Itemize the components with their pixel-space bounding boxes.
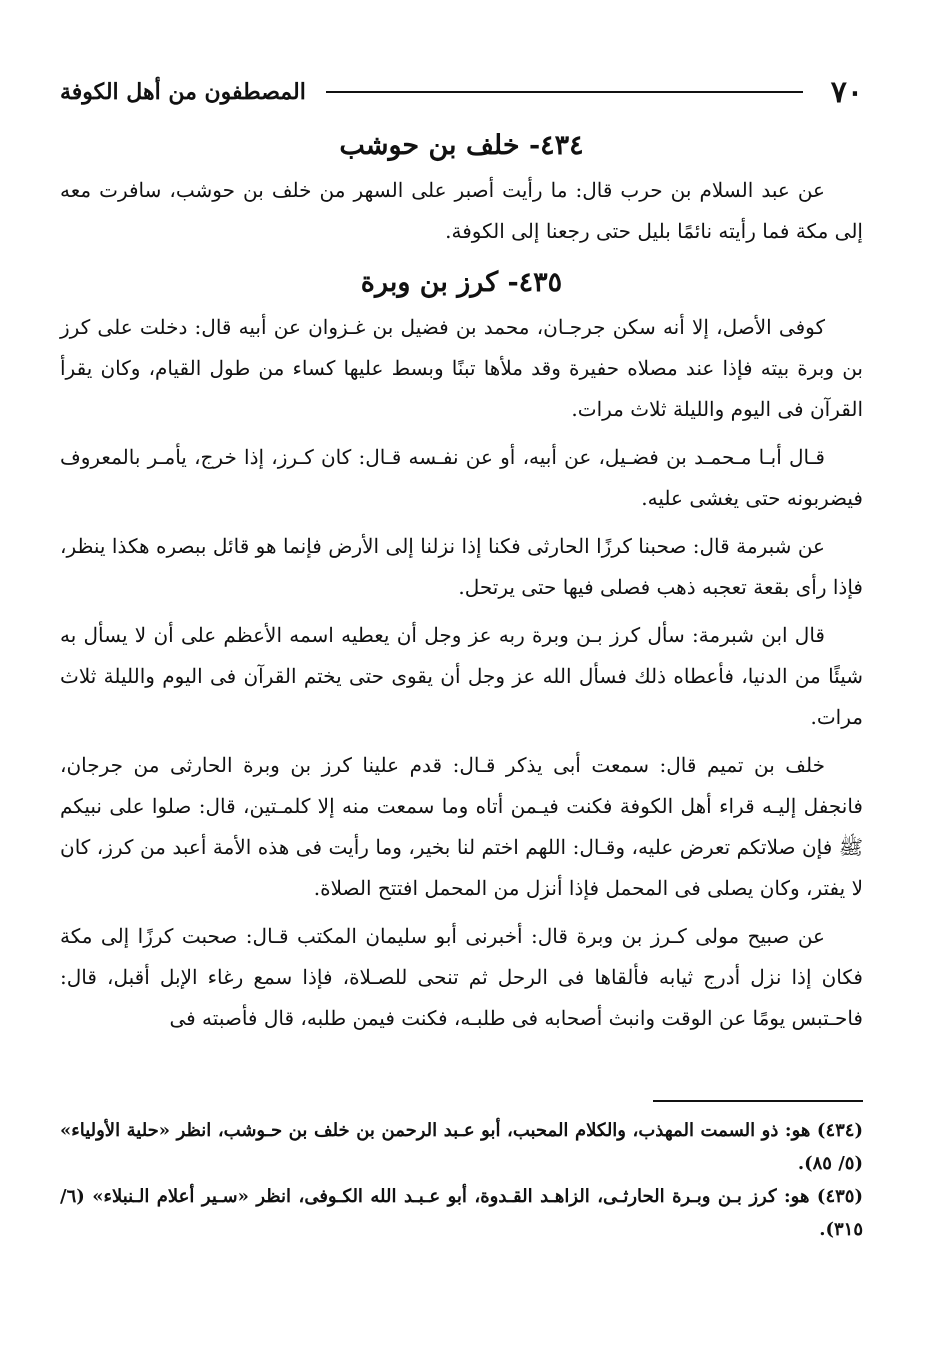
footnote-rule bbox=[653, 1100, 863, 1102]
footnote-434: (٤٣٤) هو: ذو السمت المهذب، والكلام المحبب، أبو عـبد الرحمن بن خلف بن حـوشب، انظر «حلية الأولياء» (٥/ ٨٥). bbox=[60, 1120, 863, 1174]
header-rule bbox=[326, 91, 803, 93]
paragraph: عن شبرمة قال: صحبنا كرزًا الحارثى فكنا إذا نزلنا إلى الأرض فإنما هو قائل ببصره هكذا ينظر، فإذا رأى بقعة تعجبه ذهب فصلى فيها حتى يرتحل. bbox=[60, 534, 863, 599]
paragraph: خلف بن تميم قال: سمعت أبى يذكر قـال: قدم علينا كرز بن وبرة الحارثى من جرجان، فانجفل إليـه قراء أهل الكوفة فكنت فيـمن أتاه وما سمعت منه إلا كلمـتين، قال: صلوا على نبيكم ﷺ فإن صلاتكم تعرض عليه، وقـال: اللهم اختم لنا بخير، وما رأيت فى هذه الأمة أعبد من كرز، كان لا يفتر، وكان يصلى فى المحمل فإذا أنزل من المحمل افتتح الصلاة. bbox=[60, 753, 863, 900]
paragraph: قال ابن شبرمة: سأل كرز بـن وبرة ربه عز وجل أن يعطيه اسمه الأعظم على أن لا يسأل به شيئًا من الدنيا، فأعطاه ذلك فسأل الله عز وجل أن يقوى حتى يختم القرآن فى اليوم والليلة ثلاث مرات. bbox=[60, 623, 863, 729]
paragraph: عن صبيح مولى كـرز بن وبرة قال: أخبرنى أبو سليمان المكتب قـال: صحبت كرزًا إلى مكة فكان إذا نزل أدرج ثيابه فألقاها فى الرحل ثم تنحى للصـلاة، فإذا سمع رغاء الإبل أقبل، قال: فاحـتبس يومًا عن الوقت وانبث أصحابه فى طلبـه، فكنت فيمن طلبه، قال فأصبته فى bbox=[60, 924, 863, 1030]
section-heading-435: ٤٣٥- كرز بن وبرة bbox=[360, 267, 563, 298]
section-heading-434: ٤٣٤- خلف بن حوشب bbox=[339, 130, 584, 161]
main-content bbox=[60, 122, 863, 1046]
page-number: ٧٠ bbox=[830, 74, 863, 110]
running-title: المصطفون من أهل الكوفة bbox=[60, 79, 306, 105]
footnotes bbox=[60, 1100, 863, 1246]
footnote-435: (٤٣٥) هو: كرز بـن وبـرة الحارثـى، الزاهـد القـدوة، أبو عـبـد الله الكـوفى، انظر «سـير أعلام الـنبلاء» (٦/ ٣١٥). bbox=[60, 1186, 863, 1240]
page-header bbox=[60, 72, 863, 112]
paragraph: كوفى الأصل، إلا أنه سكن جرجـان، محمد بن فضيل بن غـزوان عن أبيه قال: دخلت على كرز بن وبرة بيته فإذا عند مصلاه حفيرة وقد ملأها تبنًا وبسط عليها كساء من طول القيام، وكان يقرأ القرآن فى اليوم والليلة ثلاث مرات. bbox=[60, 315, 863, 421]
paragraph: عن عبد السلام بن حرب قال: ما رأيت أصبر على السهر من خلف بن حوشب، سافرت معه إلى مكة فما رأيته نائمًا بليل حتى رجعنا إلى الكوفة. bbox=[60, 178, 863, 243]
paragraph: قـال أبـا مـحمـد بن فضـيل، عن أبيه، أو عن نفـسه قـال: كان كـرز، إذا خرج، يأمـر بالمعروف فيضربونه حتى يغشى عليه. bbox=[60, 445, 863, 510]
